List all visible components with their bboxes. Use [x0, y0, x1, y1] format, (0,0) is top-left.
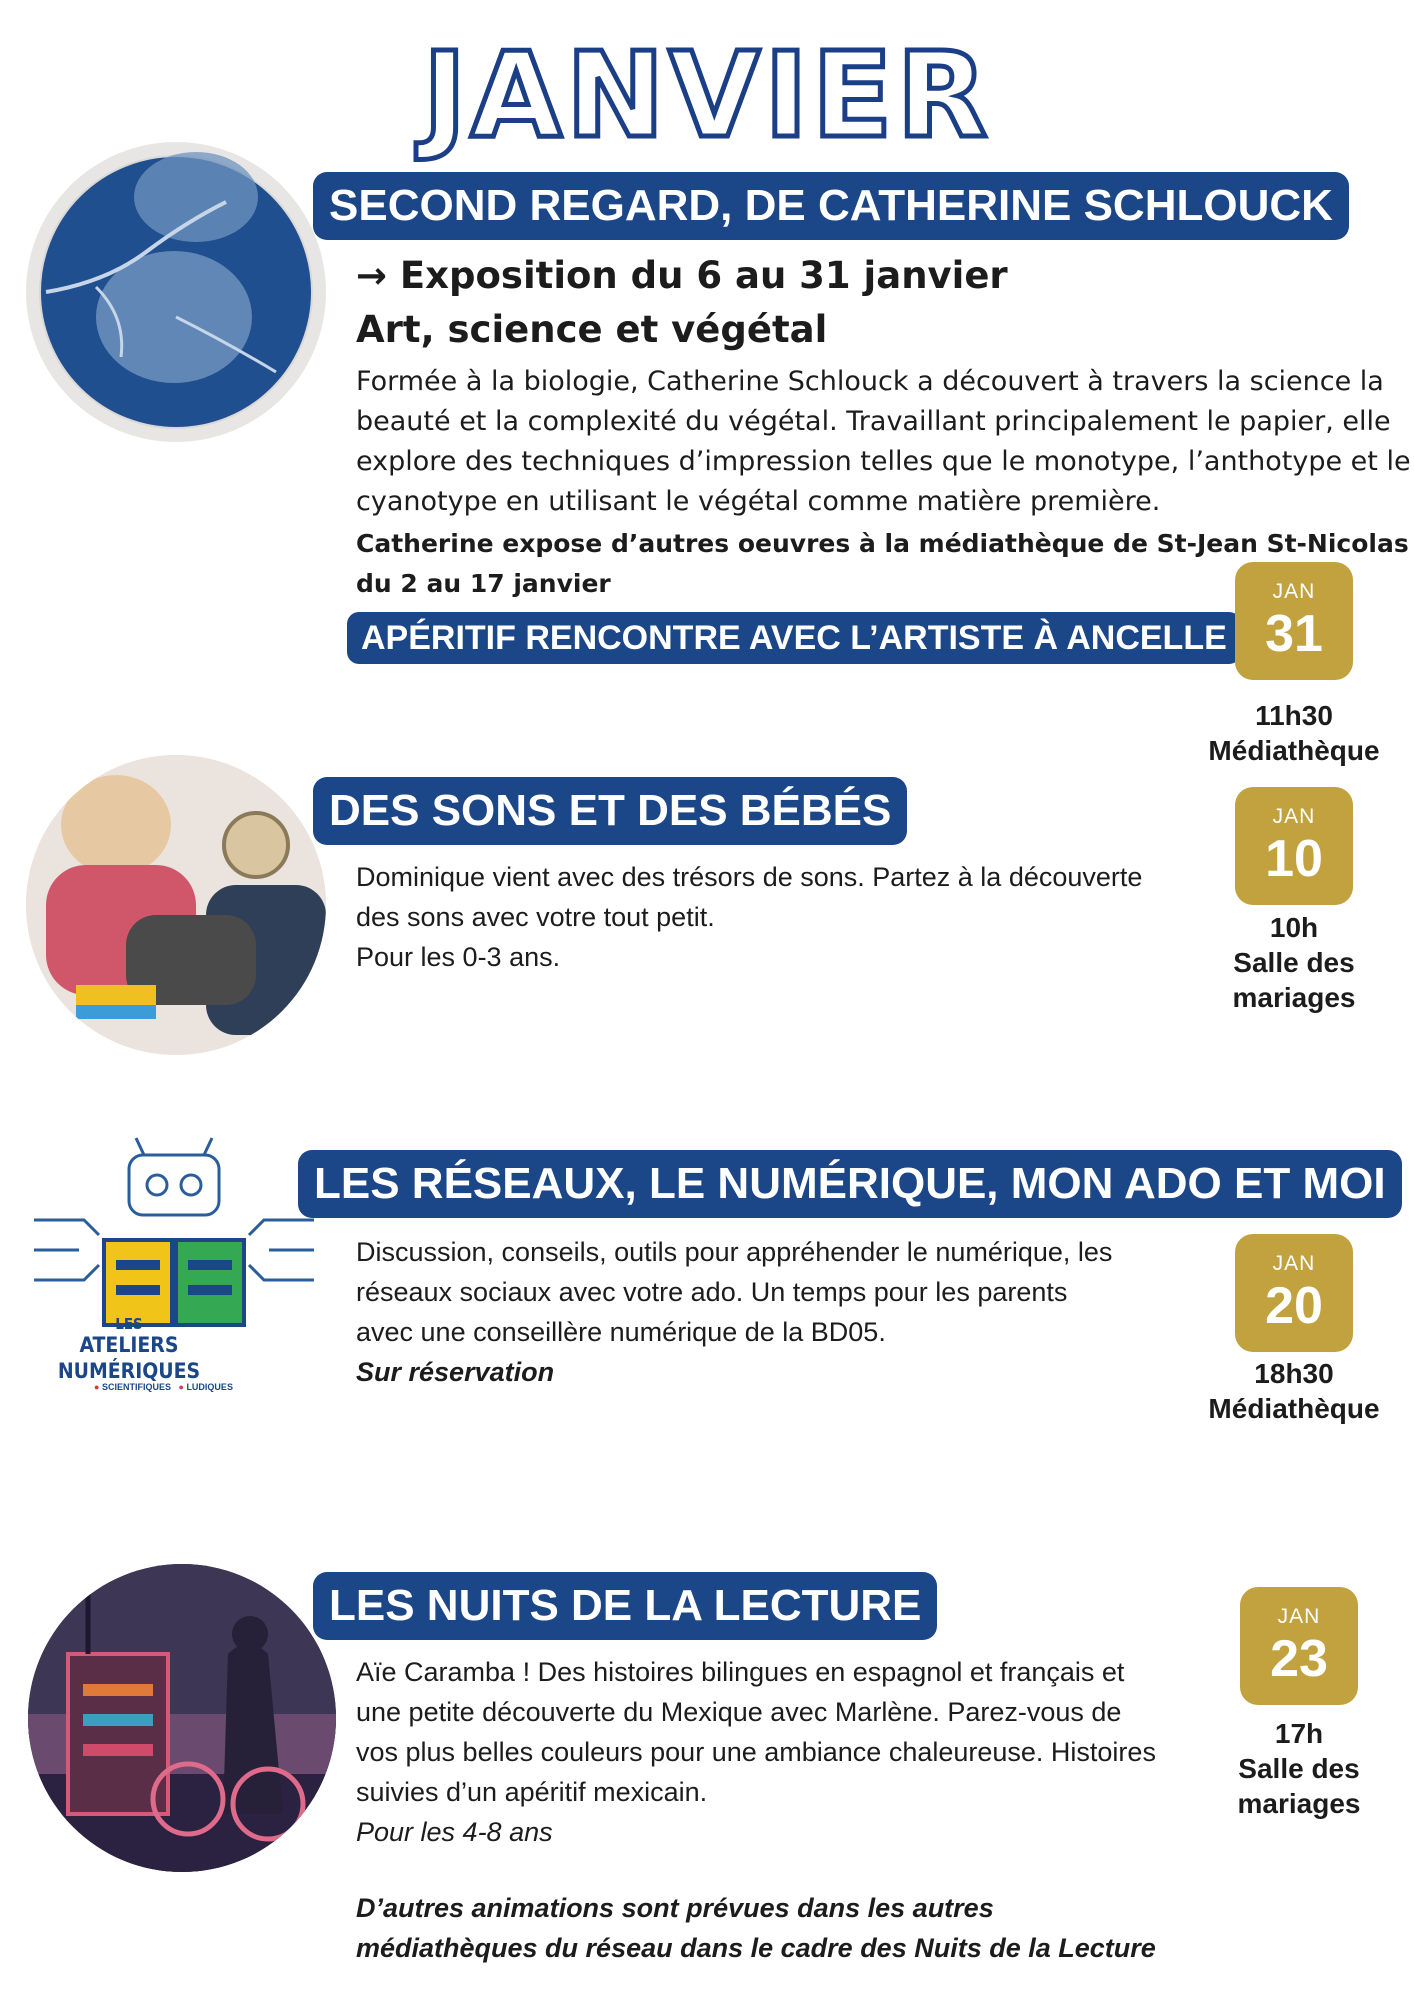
event-time-place: 11h30 Médiathèque [1208, 700, 1380, 766]
event-title-second-regard: SECOND REGARD, DE CATHERINE SCHLOUCK [313, 172, 1349, 240]
event-description: Formée à la biologie, Catherine Schlouck a découvert à travers la science la beauté et la complexité du végétal. Travaillant principalement le papier, elle explore des techniques d’impression telles que le monotype, l’anthotype et le cyanotype en utilisant le végétal comme matière première. [356, 366, 1411, 517]
event-note: D’autres animations sont prévues dans les autres médiathèques du réseau dans le cadre des Nuits de la Lecture [356, 1893, 1156, 1963]
event-time-place: 17h Salle des mariages [1237, 1718, 1361, 1819]
night-reading-illustration [28, 1564, 336, 1872]
event-time-place: 18h30 Médiathèque [1208, 1358, 1380, 1424]
event-title-reseaux-numerique: LES RÉSEAUX, LE NUMÉRIQUE, MON ADO ET MOI [298, 1150, 1402, 1218]
date-badge: JAN 20 [1235, 1234, 1353, 1352]
event-description: Discussion, conseils, outils pour appréhender le numérique, les réseaux sociaux avec votre ado. Un temps pour les parents avec une conseillère numérique de la BD05. Sur réservation [356, 1237, 1113, 1387]
date-badge: JAN 31 [1235, 562, 1353, 680]
page-title: JANVIER [422, 26, 992, 164]
event-title-sons-bebes: DES SONS ET DES BÉBÉS [313, 777, 907, 845]
date-badge: JAN 10 [1235, 787, 1353, 905]
exhibition-theme: Art, science et végétal [356, 308, 828, 351]
exhibition-dates: → Exposition du 6 au 31 janvier [356, 254, 1008, 297]
event-note: Catherine expose d’autres oeuvres à la médiathèque de St-Jean St-Nicolas du 2 au 17 janvier [356, 529, 1409, 598]
event-description: Aïe Caramba ! Des histoires bilingues en espagnol et français et une petite découverte du Mexique avec Marlène. Parez-vous de vos plus belles couleurs pour une ambiance chaleureuse. Histoires suivies d’un apéritif mexicain. Pour les 4-8 ans [356, 1657, 1156, 1847]
event-description: Dominique vient avec des trésors de sons. Partez à la découverte des sons avec votre tout petit. Pour les 0-3 ans. [356, 862, 1143, 972]
babies-photo [26, 755, 326, 1055]
ateliers-numeriques-logo: LES ATELIERS NUMÉRIQUES ● SCIENTIFIQUES ● LUDIQUES [24, 1130, 324, 1410]
event-title-nuits-lecture: LES NUITS DE LA LECTURE [313, 1572, 937, 1640]
sub-event-aperitif: APÉRITIF RENCONTRE AVEC L’ARTISTE À ANCELLE [347, 612, 1241, 664]
event-time-place: 10h Salle des mariages [1232, 912, 1356, 1013]
date-badge: JAN 23 [1240, 1587, 1358, 1705]
cyanotype-image [26, 142, 326, 442]
